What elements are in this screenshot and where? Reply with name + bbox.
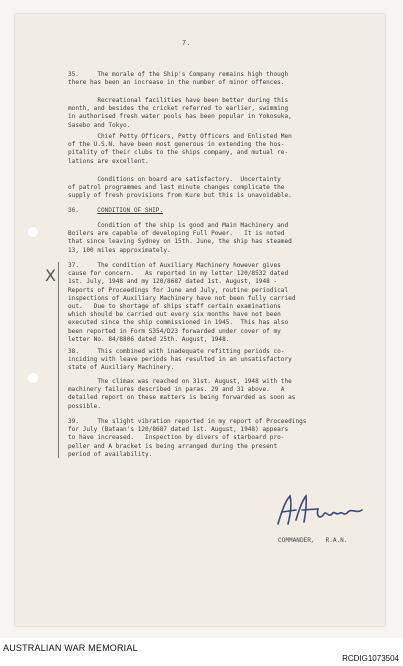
paragraph-recreation: Recreational facilities have been better during this month, and besides the cricket referred to earlier, swimming in authorised fresh water pools has been popular in Yokosuka, Sasebo and Tokyo. <box>68 97 292 129</box>
punch-hole-top <box>28 227 38 237</box>
handwritten-signature <box>272 490 367 530</box>
paragraph-38: 38. This combined with inadequate refitting periods co- inciding with leave periods has resulted in an unsatisfactory state of Auxiliary Machinery. <box>68 348 292 372</box>
signature-title: COMMANDER, R.A.N. <box>278 537 348 544</box>
margin-cross-mark: X <box>45 266 56 285</box>
punch-hole-bottom <box>28 373 38 383</box>
paragraph-petty-officers: Chief Petty Officers, Petty Officers and Enlisted Men of the U.S.N. have been most generous in extending the hos- pitality of their clubs to the ships company, and mutual re- lations are excellent. <box>68 133 292 165</box>
paragraph-37: 37. The condition of Auxiliary Machinery however gives cause for concern. As reported in my letter 120/8532 dated 1st. July, 1948 and my 120/8687 dated 1st. August, 1948 - Reports of Proceedings for June and July, routine periodical inspections of Auxiliary Machinery have not been fully carried out. Due to shortage of ships staff certain examinations which should be carried out every six months have not been executed since the ship commissioned in 1945. This has also been reported in Form S354/D23 forwarded under cover of my letter No. 84/8806 dated 25th. August, 1948. <box>68 262 296 343</box>
page-number: 7. <box>182 40 191 48</box>
footer-institution: AUSTRALIAN WAR MEMORIAL <box>3 643 138 653</box>
section-title: CONDITION OF SHIP. <box>97 207 164 214</box>
paragraph-35: 35. The morale of the Ship's Company remains high though there has been an increase in the number of minor offences. <box>68 71 289 87</box>
paragraph-conditions: Conditions on board are satisfactory. Uncertainty of patrol programmes and last minute changes complicate the supply of fresh provisions from Kure but this is unavoidable. <box>68 176 292 200</box>
section-36-heading <box>68 207 358 215</box>
paragraph-36: Condition of the ship is good and Main Machinery and Boilers are capable of developing Full Power. It is noted that since leaving Sydney on 15th. June, the ship has steamed 13, 100 miles approximately. <box>68 222 292 254</box>
paragraph-climax: The climax was reached on 31st. August, 1948 with the machinery failures described in paras. 29 and 31 above. A detailed report on these matters is being forwarded as soon as possible. <box>68 378 296 410</box>
section-number: 36. <box>68 207 79 214</box>
margin-line <box>58 262 59 458</box>
paragraph-39: 39. The slight vibration reported in my report of Proceedings for July (Bataan's 120/8687 dated 1st. August, 1948) appears to have increased. Inspection by divers of starboard pro- peller and A bracket is being arranged during the present period of availability. <box>68 418 307 458</box>
footer-record-id: RCDIG1073504 <box>342 654 399 663</box>
